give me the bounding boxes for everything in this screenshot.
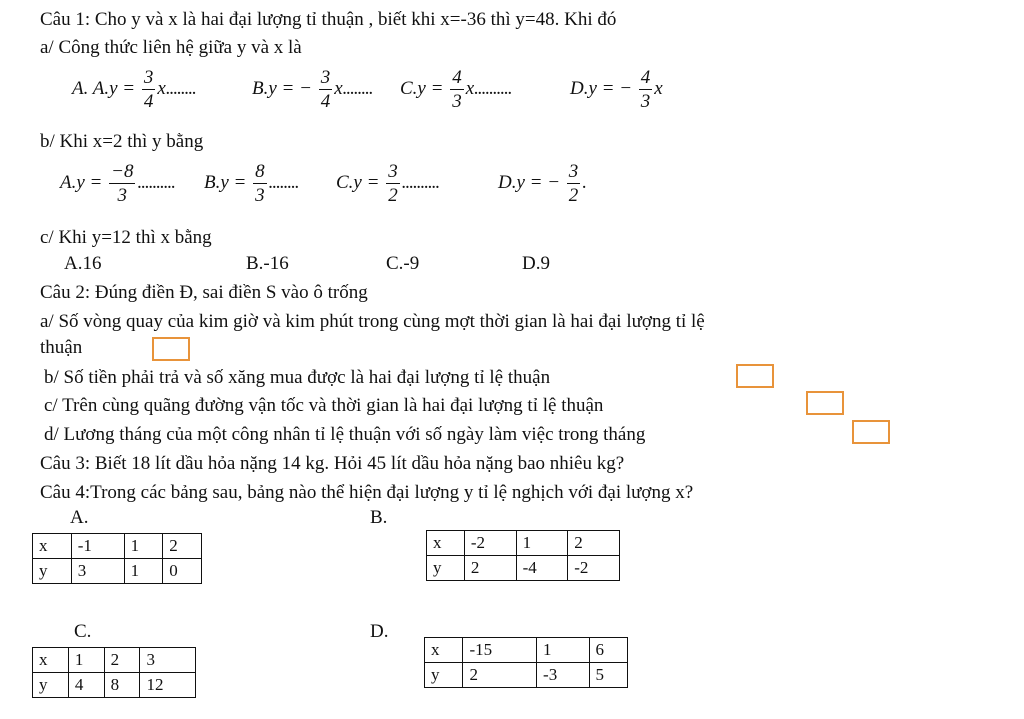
- table-row: [33, 673, 196, 698]
- q1-b-option-d: D.y = − $\frac{3}{2}$ .: [498, 161, 588, 206]
- q4-table-d: [424, 637, 628, 688]
- table-cell: 1: [537, 638, 590, 663]
- q2-c-answer-box[interactable]: [806, 391, 844, 415]
- table-cell: 6: [589, 638, 627, 663]
- table-cell: 1: [124, 559, 163, 584]
- table-cell: x: [33, 648, 69, 673]
- q2-a-line1: a/ Số vòng quay của kim giờ và kim phút trong cùng mợt thời gian là hai đại lượng tỉ lệ: [40, 311, 705, 332]
- q2-a-answer-box[interactable]: [152, 337, 190, 361]
- q1-title: Câu 1: Cho y và x là hai đại lượng tỉ thuận , biết khi x=-36 thì y=48. Khi đó: [40, 9, 617, 30]
- fraction: $\frac{3}{2}$: [568, 161, 579, 206]
- table-cell: 2: [163, 534, 202, 559]
- q1-c-option-a: A.16: [64, 253, 102, 274]
- table-cell: 1: [124, 534, 163, 559]
- q1-b-title: b/ Khi x=2 thì y bằng: [40, 131, 204, 152]
- q1-b-option-b: B.y = $\frac{8}{3}$ ........: [204, 161, 299, 206]
- table-cell: 4: [68, 673, 104, 698]
- table-row: [33, 648, 196, 673]
- table-cell: 5: [589, 663, 627, 688]
- fraction: $\frac{4}{3}$: [452, 67, 462, 112]
- q3-title: Câu 3: Biết 18 lít dầu hỏa nặng 14 kg. Hỏi 45 lít dầu hỏa nặng bao nhiêu kg?: [40, 453, 625, 474]
- q2-a-line2: thuận: [40, 337, 83, 358]
- fraction: $\frac{-8}{3}$: [111, 161, 134, 206]
- table-cell: 2: [104, 648, 140, 673]
- q1-b-option-a: A.y = $\frac{-8}{3}$ ..........: [60, 161, 175, 206]
- q2-d-answer-box[interactable]: [852, 420, 890, 444]
- table-cell: 1: [516, 531, 568, 556]
- q1-b-option-c: C.y = $\frac{3}{2}$ ..........: [336, 161, 440, 206]
- table-cell: x: [425, 638, 463, 663]
- q4-table-d-label: D.: [370, 621, 389, 642]
- table-row: [425, 638, 628, 663]
- q4-table-a: [32, 533, 202, 584]
- q4-table-b-label: B.: [370, 507, 388, 528]
- table-cell: 3: [140, 648, 196, 673]
- fraction: $\frac{3}{2}$: [388, 161, 398, 206]
- table-cell: -15: [463, 638, 537, 663]
- q1-c-title: c/ Khi y=12 thì x bằng: [40, 227, 212, 248]
- q2-d-statement: d/ Lương tháng của một công nhân tỉ lệ thuận với số ngày làm việc trong tháng: [44, 424, 646, 445]
- q1-a-title: a/ Công thức liên hệ giữa y và x là: [40, 37, 302, 58]
- table-cell: 12: [140, 673, 196, 698]
- table-row: [427, 531, 620, 556]
- q1-c-option-b: B.-16: [246, 253, 289, 274]
- q1-a-option-c: C.y = $\frac{4}{3}$ x..........: [400, 67, 512, 112]
- table-cell: y: [425, 663, 463, 688]
- fraction: $\frac{8}{3}$: [255, 161, 265, 206]
- table-cell: y: [33, 559, 72, 584]
- table-cell: 0: [163, 559, 202, 584]
- table-cell: x: [427, 531, 465, 556]
- q1-a-option-a: A. A.y = $\frac{3}{4}$ x........: [72, 67, 196, 112]
- table-cell: -4: [516, 556, 568, 581]
- table-row: [427, 556, 620, 581]
- table-cell: 2: [463, 663, 537, 688]
- q2-title: Câu 2: Đúng điền Đ, sai điền S vào ô trống: [40, 282, 368, 303]
- fraction: $\frac{4}{3}$: [640, 67, 651, 112]
- table-cell: 3: [71, 559, 124, 584]
- q2-c-statement: c/ Trên cùng quãng đường vận tốc và thời gian là hai đại lượng tỉ lệ thuận: [44, 395, 604, 416]
- table-cell: -2: [464, 531, 516, 556]
- table-cell: 1: [68, 648, 104, 673]
- q2-b-answer-box[interactable]: [736, 364, 774, 388]
- q2-b-statement: b/ Số tiền phải trả và số xăng mua được là hai đại lượng tỉ lệ thuận: [44, 367, 551, 388]
- q4-table-b: [426, 530, 620, 581]
- table-cell: -1: [71, 534, 124, 559]
- table-cell: -3: [537, 663, 590, 688]
- table-cell: x: [33, 534, 72, 559]
- q1-a-option-b: B.y = − $\frac{3}{4}$ x........: [252, 67, 373, 112]
- table-cell: 2: [568, 531, 620, 556]
- table-cell: y: [33, 673, 69, 698]
- q4-table-c-label: C.: [74, 621, 92, 642]
- table-row: [33, 559, 202, 584]
- table-row: [33, 534, 202, 559]
- table-row: [425, 663, 628, 688]
- q1-a-option-d: D.y = − $\frac{4}{3}$ x: [570, 67, 663, 112]
- q4-table-c: [32, 647, 196, 698]
- fraction: $\frac{3}{4}$: [143, 67, 154, 112]
- q4-title: Câu 4:Trong các bảng sau, bảng nào thể hiện đại lượng y tỉ lệ nghịch với đại lượng x?: [40, 482, 694, 503]
- q1-c-option-c: C.-9: [386, 253, 420, 274]
- q1-c-option-d: D.9: [522, 253, 550, 274]
- table-cell: y: [427, 556, 465, 581]
- q4-table-a-label: A.: [70, 507, 89, 528]
- table-cell: 2: [464, 556, 516, 581]
- fraction: $\frac{3}{4}$: [320, 67, 331, 112]
- table-cell: 8: [104, 673, 140, 698]
- table-cell: -2: [568, 556, 620, 581]
